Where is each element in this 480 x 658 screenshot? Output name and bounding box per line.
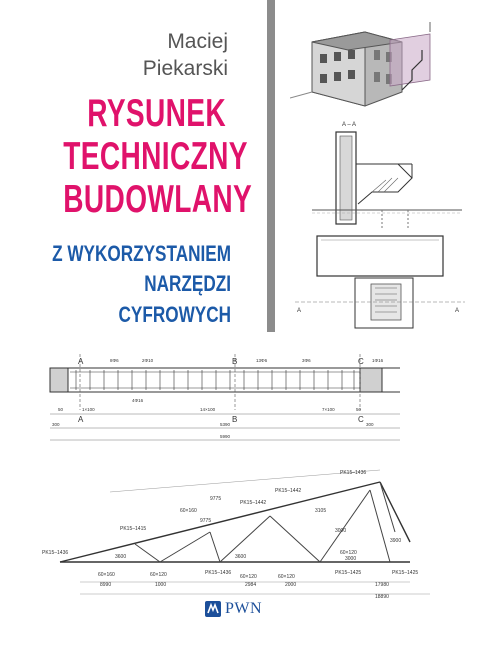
rebar-top-3: 13Φ6 — [256, 358, 268, 363]
truss-dim-2: 9775 — [200, 518, 212, 524]
truss-dim-11: 1000 — [155, 582, 167, 588]
rebar-top-4: 3Φ6 — [302, 358, 311, 363]
section-drawing — [312, 118, 462, 230]
mark-a-bottom: A — [78, 415, 84, 424]
dim-small-left: 50 — [58, 407, 64, 412]
mark-c-bottom: C — [358, 415, 364, 424]
truss-section-1: 60×160 — [180, 508, 197, 514]
title-line-2: TECHNICZNY — [63, 135, 248, 178]
truss-node-6: PK15–1436 — [205, 570, 232, 576]
truss-dim-5: 3600 — [235, 554, 247, 560]
publisher-logo — [205, 600, 262, 618]
truss-node-7: PK15–1425 — [335, 570, 362, 576]
truss-section-6: 60×120 — [340, 550, 357, 556]
mark-a-top: A — [78, 357, 84, 366]
dim-support-left: 300 — [52, 422, 60, 427]
dim-spacing-2: 14×100 — [200, 407, 216, 412]
rebar-bottom: 4Φ16 — [132, 398, 144, 403]
building-illustration — [290, 20, 440, 110]
truss-dim-1: 9775 — [210, 496, 222, 502]
truss-dim-13: 17980 — [375, 582, 389, 588]
publisher-name: PWN — [225, 600, 263, 617]
rebar-top-1: 8Φ6 — [110, 358, 119, 363]
title-line-3: BUDOWLANY — [63, 178, 253, 221]
truss-section-5: 60×120 — [278, 574, 295, 580]
author-first-name: Maciej — [167, 30, 228, 53]
truss-node-2: PK15–1442 — [275, 488, 302, 494]
truss-dim-3: 3105 — [315, 508, 327, 514]
truss-node-1: PK15–1436 — [340, 470, 367, 476]
truss-dim-6: 3000 — [335, 528, 347, 534]
pwn-logo-icon — [205, 601, 221, 617]
subtitle-line-3: CYFROWYCH — [118, 302, 231, 327]
plan-drawing — [295, 232, 465, 332]
truss-node-5: PK15–1436 — [42, 550, 69, 556]
truss-dim-8: 3900 — [390, 538, 402, 544]
truss-node-3: PK15–1442 — [240, 500, 267, 506]
rebar-top-2: 2Φ10 — [142, 358, 154, 363]
rebar-top-5: 1Φ16 — [372, 358, 384, 363]
mark-b-bottom: B — [232, 415, 238, 424]
truss-dim-12: 2000 — [285, 582, 297, 588]
truss-dim-4: 3600 — [115, 554, 127, 560]
plan-mark-right: A — [455, 308, 460, 314]
truss-dim-14: 18890 — [375, 594, 389, 600]
gray-spine-bar — [267, 0, 275, 332]
subtitle-line-1: Z WYKORZYSTANIEM — [52, 241, 231, 266]
truss-drawing — [40, 462, 460, 602]
dim-total: 5990 — [220, 434, 231, 439]
mark-b-top: B — [232, 357, 238, 366]
dim-clear: 5390 — [220, 422, 231, 427]
truss-section-3: 60×120 — [150, 572, 167, 578]
dim-support-right: 300 — [366, 422, 374, 427]
truss-dim-9: 2984 — [245, 582, 257, 588]
dim-small-right: 50 — [356, 407, 362, 412]
dim-spacing-3: 7×100 — [322, 407, 335, 412]
subtitle-line-2: NARZĘDZI — [144, 271, 231, 296]
truss-section-2: 60×160 — [98, 572, 115, 578]
dim-spacing-1: 1×100 — [82, 407, 95, 412]
truss-node-4: PK15–1415 — [120, 526, 147, 532]
beam-drawing — [30, 350, 430, 442]
section-label: A – A — [342, 122, 357, 128]
mark-c-top: C — [358, 357, 364, 366]
truss-node-8: PK15–1425 — [392, 570, 419, 576]
truss-section-4: 60×120 — [240, 574, 257, 580]
truss-dim-10: 8990 — [100, 582, 112, 588]
truss-dim-7: 3000 — [345, 556, 357, 562]
author-last-name: Piekarski — [142, 57, 228, 80]
title-line-1: RYSUNEK — [87, 92, 226, 135]
plan-mark-left: A — [297, 308, 302, 314]
